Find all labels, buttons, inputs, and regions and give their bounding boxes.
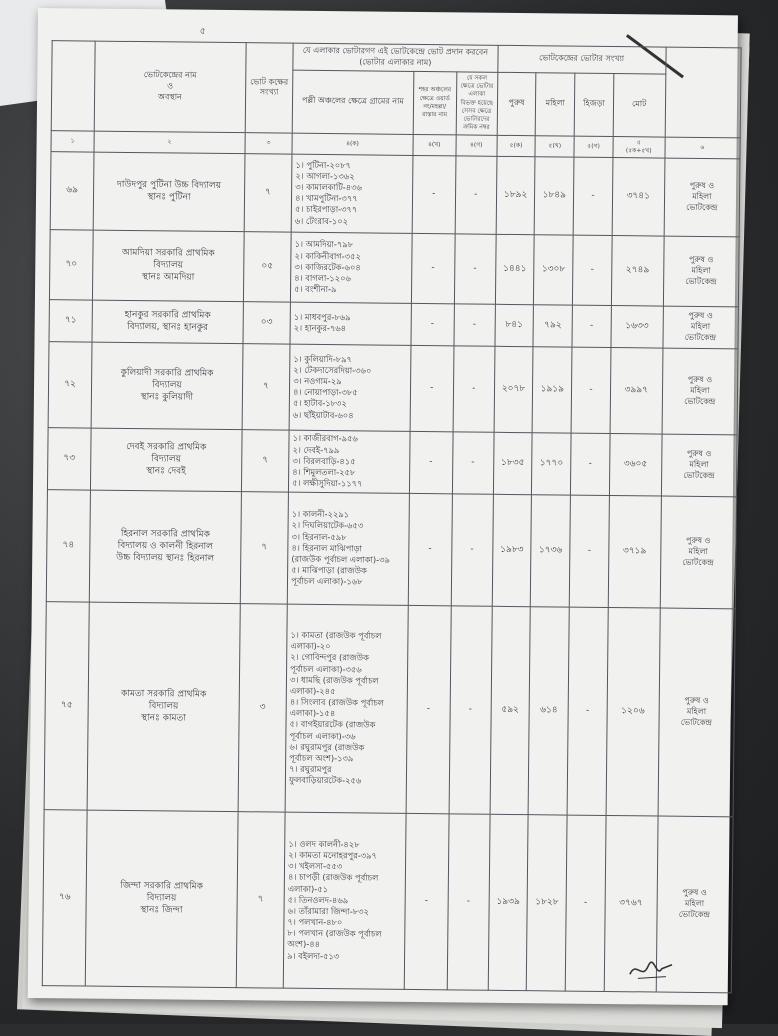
column-number-row: ১ ২ ৩ ৪(ক) ৪(খ) ৪(গ) ৫(ক) ৫(খ) ৫(গ) ৫ (৫ক+৫খ) ৬ <box>51 130 740 158</box>
male-count: ১৮৩৫ <box>493 432 532 494</box>
center-type: পুরুষ ও মহিলা ভোটকেন্দ্র <box>663 236 739 307</box>
center-name: কুলিয়াদী সরকারি প্রাথমিক বিদ্যালয় স্থানঃ কুলিয়াদী <box>91 342 243 430</box>
total-count: ৩৭৪১ <box>612 157 665 236</box>
female-count: ১৭৭০ <box>532 432 571 494</box>
village-list: ১। পুটিনা-২০৮৭ ২। আগলা-১৩৬২ ৩। কামালকাটি-৪৩৬ ৪। খামপুটিনা-৩৭৭ ৫। চাইরপাড়া-৩৭৭ ৬। টেংরাব-১০২ <box>291 154 412 233</box>
header-center-name: ভোটকেন্দ্রের নাম ও অবস্থান <box>94 41 246 132</box>
male-count: ৫৯২ <box>490 606 531 814</box>
ward-cell: - <box>409 431 453 493</box>
male-count: ১৯৩৯ <box>488 814 529 990</box>
village-list: ১। মাধবপুর-৮৬৯ ২। হানকুর-৭৬৪ <box>290 302 411 345</box>
ward-cell: - <box>410 345 454 431</box>
ward-cell: - <box>408 493 452 605</box>
ward-cell: - <box>411 303 454 345</box>
room-count: ০৩ <box>243 301 291 343</box>
room-count: ৭ <box>241 429 289 491</box>
center-type: পুরুষ ও মহিলা ভোটকেন্দ্র <box>658 608 736 817</box>
polling-center-table <box>42 40 742 993</box>
header-village: পল্লী অঞ্চলের ক্ষেত্রে গ্রামের নাম <box>292 70 413 134</box>
row-number: ৭৬ <box>42 809 87 985</box>
female-count: ১৮২৮ <box>527 814 568 990</box>
ward-cell: - <box>411 233 455 303</box>
village-list: ১। ওলদ কালনী-৪২৮ ২। কামতা মনোহরপুর-৩৯৭ ৩। খইলসা-৫৫৩ ৪। চাপড়ী (রাজউক পূর্বাচল এলাকা)-৫১ ৫। তিনওলদ-৪৬৯ ৬। তাঁরামারা জিন্দা-৮৩২ ৭। পলখান-৪৮০ ৮। পলখান (রাজউক পূর্বাচল অংশ)-৪৪ ৯। বইলদা-৫১৩ <box>283 812 405 989</box>
hijra-count: - <box>571 433 610 495</box>
center-name: কামতা সরকারি প্রাথমিক বিদ্যালয় স্থানঃ কামতা <box>87 602 240 812</box>
header-voter-count: ভোটকেন্দ্রের ভোটার সংখ্যা <box>497 45 665 73</box>
total-count: ১৬৩৩ <box>611 305 663 348</box>
village-list: ১। কামতা (রাজউক পূর্বাচল এলাকা)-২০ ২। গোবিন্দপুর (রাজউক পূর্বাচল এলাকা)-৩৫৬ ৩। ধামছি (রাজউক পূর্বাচল এলাকা)-২৪৫ ৪। সিংলাব (রাজউক পূর্বাচল এলাকা)-১৫৪ ৫। বাগইয়ারটেক (রাজউক পূর্বাচল এলাকা)-৩৬ ৬। রঘুরামপুর (রাজউক পূর্বাচল অংশ)-১৩৯ ৭। রঘুরামপুর ফুলবাড়িয়ারটেক-২৫৬ <box>285 604 408 813</box>
serial-cell: - <box>454 234 496 304</box>
table-row <box>49 299 738 348</box>
serial-cell: - <box>447 814 490 990</box>
center-type: পুরুষ ও মহিলা ভোটকেন্দ্র <box>656 816 733 993</box>
female-count: ৬১৪ <box>528 606 569 814</box>
center-name: আমদিয়া সরকারি প্রাথমিক বিদ্যালয় স্থানঃ আমদিয়া <box>92 230 243 302</box>
center-name: হানকুর সরকারি প্রাথমিক বিদ্যালয়, স্থানঃ হানকুর <box>92 300 243 344</box>
serial-cell: - <box>453 346 495 432</box>
hijra-count: - <box>569 495 609 607</box>
male-count: ১৮৯২ <box>496 156 536 234</box>
center-type: পুরুষ ও মহিলা ভোটকেন্দ্র <box>660 496 737 609</box>
total-count: ২৭৪৯ <box>611 235 663 306</box>
hijra-count: - <box>571 347 611 433</box>
table-row <box>44 601 735 816</box>
document-sheet <box>28 8 738 1005</box>
row-number: ৭০ <box>49 229 93 299</box>
row-number: ৭৫ <box>44 601 89 809</box>
female-count: ১৩০৮ <box>534 234 573 304</box>
room-count: ৭ <box>242 343 290 429</box>
hijra-count: - <box>573 235 612 305</box>
center-name: হিরনাল সরকারি প্রাথমিক বিদ্যালয় ও কালনী হিরনাল উচ্চ বিদ্যালয় স্থানঃ হিরনাল <box>89 490 241 604</box>
room-count: ৩ <box>238 603 288 811</box>
village-list: ১। কাজীরবাগ-৯৫৬ ২। দেবই-৭৯৯ ৩। বিরলবাড়ি-৪১৫ ৪। শিমুলতলা-২৫৮ ৫। লক্ষীসুদিয়া-১১৭৭ <box>289 430 410 493</box>
header-col1 <box>51 41 95 131</box>
serial-cell: - <box>451 494 493 606</box>
ward-cell: - <box>412 155 456 233</box>
male-count: ১৪৪১ <box>495 234 534 304</box>
ward-cell: - <box>406 605 451 813</box>
hijra-count: - <box>565 815 606 991</box>
row-number: ৭৩ <box>47 427 91 489</box>
village-list: ১। কালনী-২২৯১ ২। দিঘলিয়াটেক-৬৫৩ ৩। হিরনাল-৫৯৮ ৪। হিরনাল মাঝিপাড়া (রাজউক পূর্বাচল এলাকা)-৩৯ ৫। মাঝিপাড়া (রাজউক পূর্বাচল এলাকা)-১৬৮ <box>287 492 409 605</box>
header-col6 <box>665 47 741 137</box>
row-number: ৭২ <box>48 341 92 427</box>
hijra-count: - <box>567 607 608 815</box>
table-row <box>49 229 739 306</box>
row-number: ৬৯ <box>50 151 94 229</box>
center-type: পুরুষ ও মহিলা ভোটকেন্দ্র <box>662 348 738 435</box>
page-mark: ৫ <box>199 26 206 37</box>
header-female: মহিলা <box>536 72 575 135</box>
female-count: ১৭৩৬ <box>531 494 571 606</box>
table-row <box>47 427 737 496</box>
total-count: ১২০৬ <box>606 607 660 816</box>
header-male: পুরুষ <box>497 72 536 135</box>
row-number: ৭৪ <box>46 489 90 601</box>
header-hijra: হিজড়া <box>574 73 613 136</box>
male-count: ৮৪১ <box>495 304 534 346</box>
village-list: ১। কুলিয়াদি-৮৯৭ ২। টেকদাসেরদিয়া-৩৬০ ৩। নওগাম-২৯ ৪। নোয়াপাড়া-৩৮৫ ৫। হাটাব-১৮৩২ ৬। ছাঁইয়াটাব-৬০৪ <box>289 344 410 431</box>
table-row <box>48 341 738 434</box>
table-row <box>46 489 736 608</box>
male-count: ২০৭৮ <box>494 346 534 432</box>
center-name: জিন্দা সরকারি প্রাথমিক বিদ্যালয় স্থানঃ জিন্দা <box>85 810 238 988</box>
header-serial: যে সকল ক্ষেত্রে ভোটার এলাকা বিভক্ত হয়েছে সেসব ক্ষেত্রে ভোটারদের ক্রমিক নম্বর <box>456 71 498 134</box>
room-count: ০৫ <box>243 231 291 301</box>
serial-cell: - <box>452 432 494 494</box>
ward-cell: - <box>404 813 449 989</box>
center-type: পুরুষ ও মহিলা ভোটকেন্দ্র <box>664 158 740 237</box>
table-row <box>50 151 740 236</box>
center-name: দেবই সরকারি প্রাথমিক বিদ্যালয় স্থানঃ দেবই <box>91 428 242 492</box>
header-rooms: ভোট কক্ষের সংখ্যা <box>245 43 293 133</box>
row-number: ৭১ <box>49 299 92 341</box>
hijra-count: - <box>572 305 611 347</box>
header-voter-area: যে এলাকার ভোটারগণ এই ভোটকেন্দ্রে ভোট প্রদান করবেন (ভোটার এলাকার নাম) <box>293 43 498 72</box>
table-body <box>42 151 740 992</box>
room-count: ৭ <box>244 153 292 231</box>
signature-mark <box>626 956 676 983</box>
serial-cell: - <box>454 304 495 346</box>
center-type: পুরুষ ও মহিলা ভোটকেন্দ্র <box>663 306 739 349</box>
hijra-count: - <box>573 157 613 235</box>
header-ward: শহর অঞ্চলের ক্ষেত্রে ওয়ার্ড নং/মহল্লা/রাস্তার নাম <box>413 71 457 134</box>
total-count: ৩৬০৫ <box>609 433 661 496</box>
room-count: ৭ <box>240 491 289 603</box>
serial-cell: - <box>455 156 497 234</box>
header-row <box>52 41 741 75</box>
total-count: ৩৭১৯ <box>608 495 661 608</box>
female-count: ৭৯২ <box>533 304 572 346</box>
male-count: ১৯৮৩ <box>492 494 532 606</box>
village-list: ১। আমদিয়া-৭৯৮ ২। কাকিনীবাগ-৩৫২ ৩। কাজিরটেক-৬০৪ ৪। বাগলা-১২০৬ ৫। বংশীনা-৯ <box>291 232 412 303</box>
female-count: ১৯১৯ <box>532 346 572 432</box>
center-name: দাউদপুর পুটিনা উচ্চ বিদ্যালয় স্থানঃ পুটিনা <box>93 152 245 232</box>
center-type: পুরুষ ও মহিলা ভোটকেন্দ্র <box>661 434 737 497</box>
total-count: ৩৭৬৭ <box>604 815 658 992</box>
room-count: ৭ <box>236 811 285 987</box>
total-count: ৩৯৯৭ <box>610 347 663 434</box>
serial-cell: - <box>449 606 492 814</box>
female-count: ১৮৪৯ <box>535 156 575 234</box>
header-total: মোট <box>613 73 665 137</box>
